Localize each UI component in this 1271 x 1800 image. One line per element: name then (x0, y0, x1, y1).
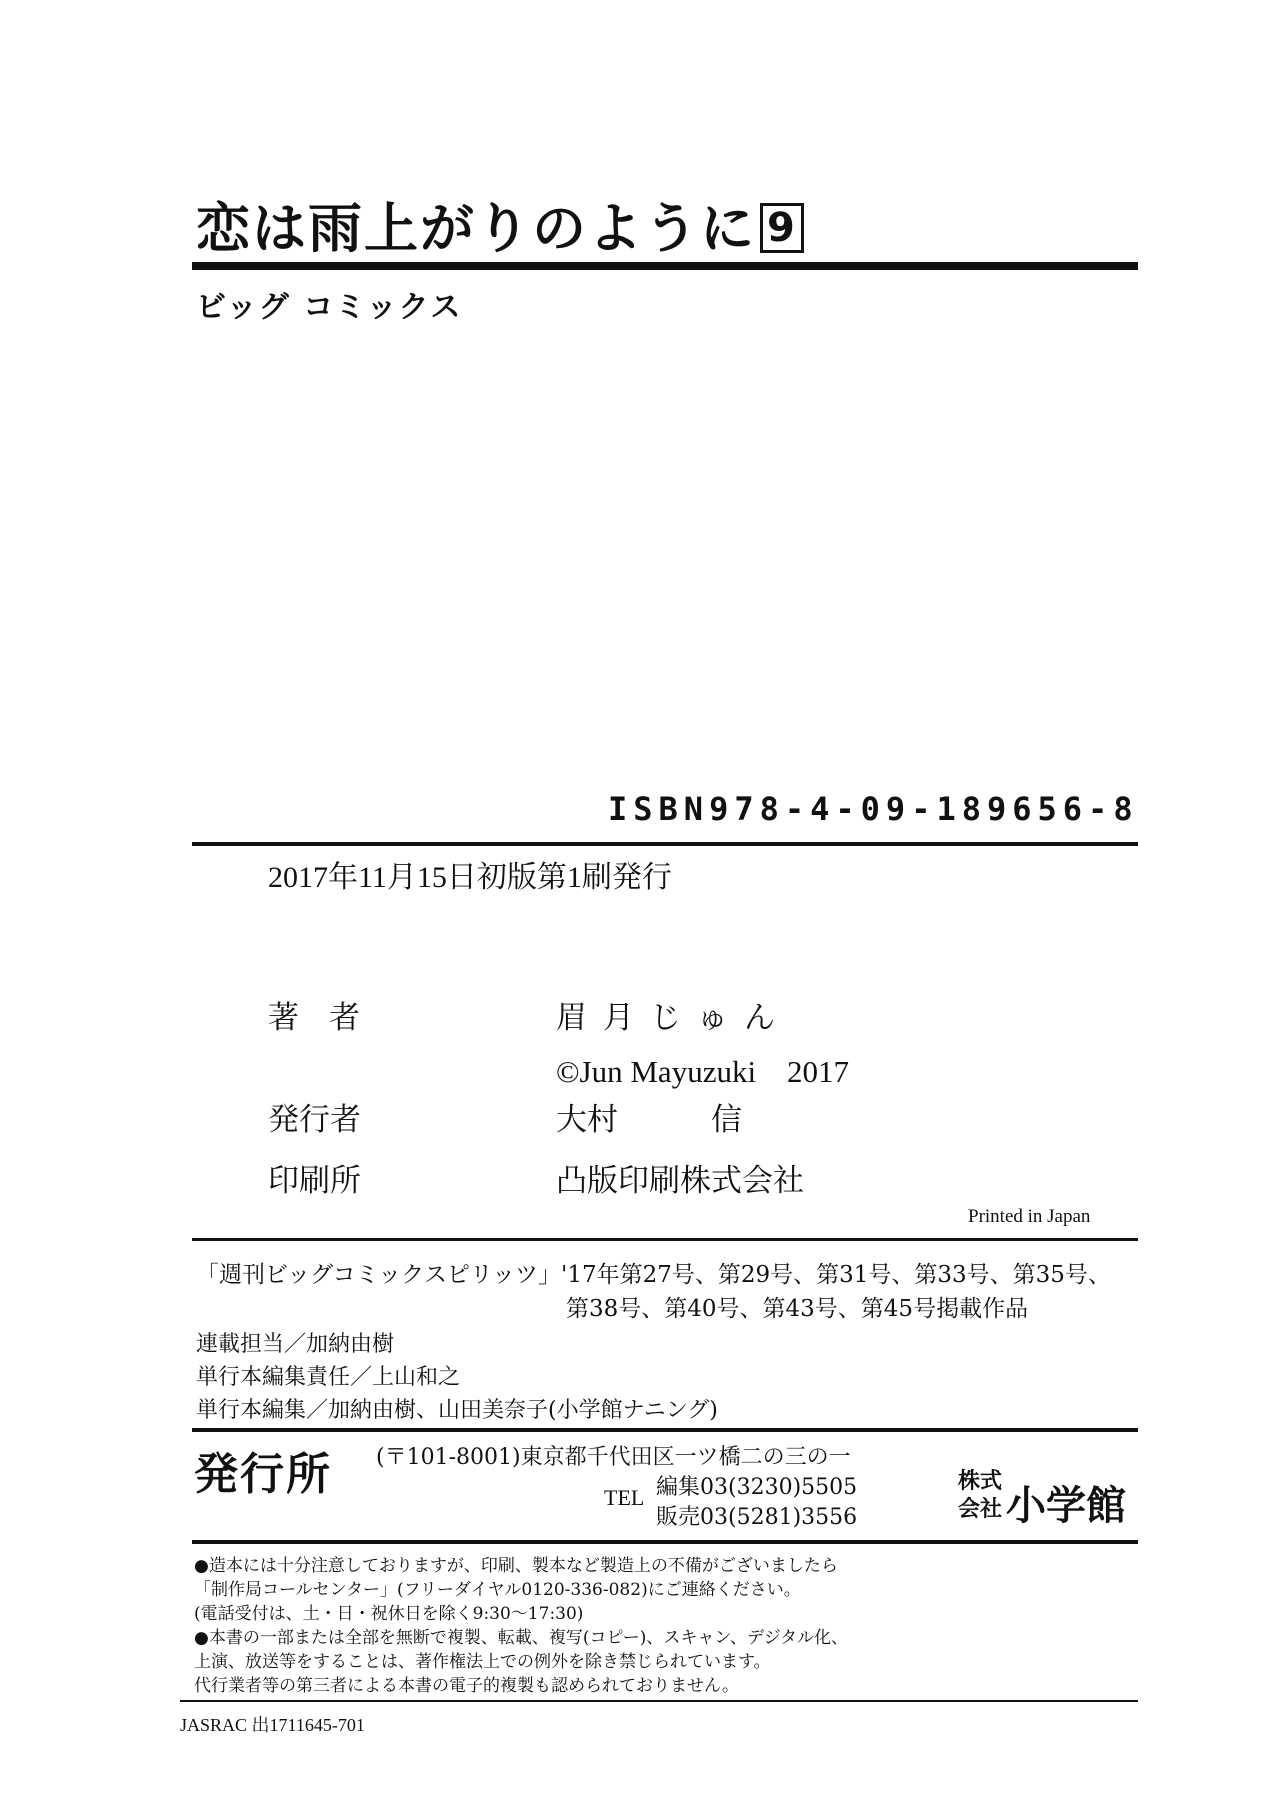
publisher-label: 発行所 (194, 1449, 332, 1500)
company-prefix-line-2: 会社 (958, 1497, 1003, 1522)
author-label: 著者 (268, 1000, 390, 1036)
notice-line: 代行業者等の第三者による本書の電子的複製も認められておりません。 (194, 1676, 740, 1696)
company-prefix (958, 1468, 1002, 1524)
printer-name: 凸版印刷株式会社 (556, 1163, 804, 1199)
publisher-top-rule (192, 1428, 1138, 1432)
title-rule (192, 262, 1138, 270)
tel-editorial: 編集03(3230)5505 (656, 1475, 858, 1500)
notice-line: ●造本には十分注意しておりますが、印刷、製本など製造上の不備がございましたら (194, 1556, 838, 1576)
company-prefix-line-1: 株式 (958, 1469, 1003, 1494)
publisher-person-label: 発行者 (268, 1102, 361, 1138)
staff-line: 連載担当／加納由樹 (196, 1332, 395, 1357)
publisher-address: (〒101-8001)東京都千代田区一ツ橋二の三の一 (376, 1445, 851, 1470)
tel-sales: 販売03(5281)3556 (656, 1505, 858, 1530)
printed-in-japan: Printed in Japan (968, 1206, 1091, 1227)
volume-number-box: 9 (760, 203, 804, 253)
notice-line: 上演、放送等をすることは、著作権法上での例外を除き禁じられています。 (194, 1652, 771, 1672)
staff-line: 単行本編集責任／上山和之 (196, 1365, 461, 1390)
copyright-notice: ©Jun Mayuzuki 2017 (556, 1054, 850, 1089)
isbn: ISBN978-4-09-189656-8 (608, 790, 1139, 828)
notice-line: (電話受付は、土・日・祝休日を除く9:30〜17:30) (194, 1604, 584, 1624)
printer-label: 印刷所 (268, 1163, 361, 1199)
book-title (196, 186, 804, 263)
series-label: ビッグ コミックス (196, 290, 463, 325)
publisher-person-name: 大村 信 (556, 1102, 742, 1138)
company-name: 小学館 (1006, 1483, 1126, 1529)
jasrac-code: JASRAC 出1711645-701 (180, 1715, 365, 1735)
jasrac-rule (180, 1700, 1138, 1702)
printed-in-rule (192, 1238, 1138, 1241)
issue-date: 2017年11月15日初版第1刷発行 (268, 861, 672, 894)
notices-top-rule (192, 1540, 1138, 1544)
author-name: 眉月じゅん (556, 1000, 791, 1036)
notice-line: ●本書の一部または全部を無断で複製、転載、複写(コピー)、スキャン、デジタル化、 (194, 1628, 849, 1648)
tel-label: TEL (604, 1485, 645, 1510)
serialization-line-2: 第38号、第40号、第43号、第45号掲載作品 (566, 1296, 1029, 1322)
notice-line: 「制作局コールセンター」(フリーダイヤル0120-336-082)にご連絡ください。 (194, 1580, 801, 1600)
book-title-text: 恋は雨上がりのように (196, 197, 756, 260)
staff-line: 単行本編集／加納由樹、山田美奈子(小学館ナニング) (196, 1398, 718, 1423)
serialization-line-1: 「週刊ビッグコミックスピリッツ」'17年第27号、第29号、第31号、第33号、第35号、 (196, 1262, 1111, 1288)
isbn-rule (192, 842, 1138, 846)
